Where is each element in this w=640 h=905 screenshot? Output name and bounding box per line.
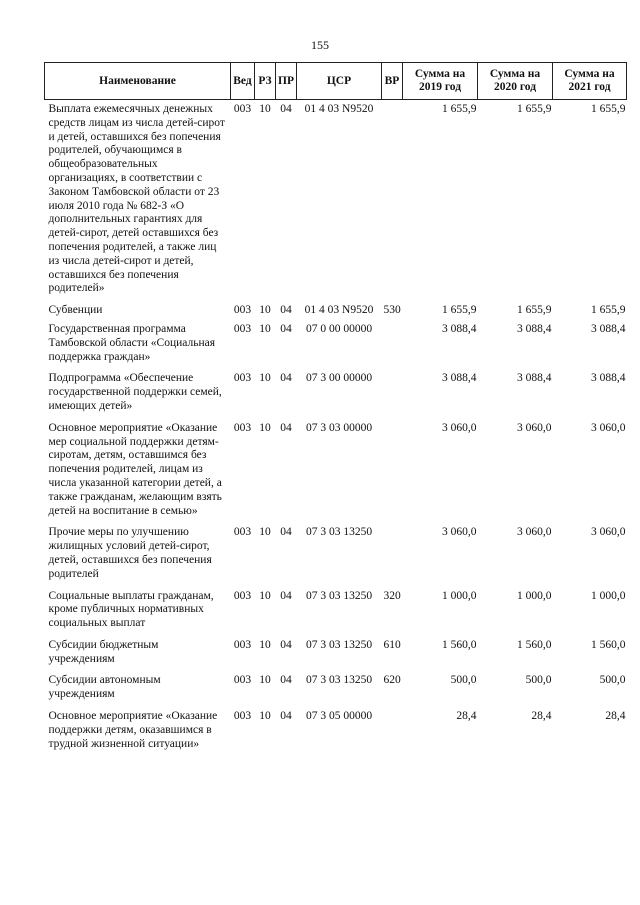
- header-csr: ЦСР: [297, 63, 382, 100]
- row-vr: [382, 100, 403, 299]
- table-row: [45, 668, 627, 704]
- row-rz: 10: [259, 674, 271, 687]
- row-vr: 320: [383, 589, 401, 602]
- row-pr: 04: [280, 589, 292, 602]
- row-vr: [382, 416, 403, 521]
- row-sum-2020: 28,4: [531, 710, 552, 723]
- row-name: Выплата ежемесячных денежных средств лицам из числа детей-сирот и детей, оставшихся без попечения родителей, обучающимся в общеобразовательных организациях, в соответствии с Законом Тамбовской области от 23 июля 2010 года № 682-З «О дополнительных гарантиях для детей-сирот, детей оставшихся без попечения родителей, а также лиц из числа детей-сирот и детей, оставшихся без попечения родителей»: [48, 103, 225, 295]
- row-ved: 003: [233, 372, 252, 385]
- row-csr: 07 3 03 13250: [305, 638, 373, 651]
- row-rz: 10: [259, 421, 271, 434]
- row-sum-2021: 1 655,9: [591, 103, 626, 115]
- row-sum-2021: 3 060,0: [591, 526, 626, 539]
- table-header: [45, 63, 627, 100]
- row-pr: 04: [280, 638, 292, 651]
- row-sum-2019: 500,0: [450, 674, 477, 687]
- row-name: Подпрограмма «Обеспечение государственной поддержки семей, имеющих детей»: [48, 372, 222, 412]
- row-sum-2020: 3 088,4: [517, 322, 552, 335]
- row-rz: 10: [259, 589, 271, 602]
- row-sum-2021: 3 088,4: [591, 372, 626, 385]
- row-sum-2020: 1 560,0: [517, 638, 552, 651]
- table-row: [45, 416, 627, 521]
- row-ved: 003: [233, 589, 252, 602]
- row-rz: 10: [259, 322, 271, 335]
- header-ved: Вед: [231, 63, 255, 100]
- row-vr: 610: [383, 638, 401, 651]
- row-sum-2020: 1 655,9: [517, 304, 552, 317]
- table-row: [45, 520, 627, 583]
- table-row: [45, 298, 627, 320]
- header-pr: ПР: [276, 63, 297, 100]
- table-row: [45, 704, 627, 753]
- row-sum-2019: 1 655,9: [442, 304, 477, 317]
- row-pr: 04: [280, 421, 292, 434]
- row-pr: 04: [280, 322, 292, 335]
- row-pr: 04: [280, 674, 292, 687]
- row-sum-2019: 3 060,0: [442, 526, 477, 539]
- row-sum-2020: 3 060,0: [517, 526, 552, 539]
- row-csr: 01 4 03 N9520: [304, 304, 374, 317]
- row-name: Основное мероприятие «Оказание поддержки детям, оказавшимся в трудной жизненной ситуации»: [48, 710, 218, 750]
- row-ved: 003: [233, 674, 252, 687]
- row-ved: 003: [233, 103, 252, 115]
- row-sum-2021: 1 655,9: [591, 304, 626, 317]
- row-sum-2020: 1 000,0: [517, 589, 552, 602]
- row-name: Субвенции: [48, 304, 103, 317]
- row-sum-2021: 28,4: [605, 710, 626, 723]
- row-sum-2021: 1 560,0: [591, 638, 626, 651]
- table-row: [45, 366, 627, 415]
- row-pr: 04: [280, 372, 292, 385]
- row-sum-2020: 3 060,0: [517, 421, 552, 434]
- row-sum-2019: 3 060,0: [442, 421, 477, 434]
- row-csr: 07 3 05 00000: [305, 710, 373, 723]
- table-row: [45, 100, 627, 299]
- row-csr: 07 3 03 13250: [305, 589, 373, 602]
- table-row: [45, 584, 627, 633]
- header-sum-2021: Сумма на 2021 год: [553, 63, 627, 100]
- row-rz: 10: [259, 638, 271, 651]
- row-rz: 10: [259, 710, 271, 723]
- row-sum-2019: 1 560,0: [442, 638, 477, 651]
- row-ved: 003: [233, 304, 252, 317]
- row-sum-2021: 3 060,0: [591, 421, 626, 434]
- row-csr: 07 3 00 00000: [305, 372, 373, 385]
- row-ved: 003: [233, 710, 252, 723]
- row-vr: [382, 520, 403, 583]
- row-pr: 04: [280, 710, 292, 723]
- header-rz: РЗ: [255, 63, 276, 100]
- row-ved: 003: [233, 526, 252, 539]
- row-vr: 620: [383, 674, 401, 687]
- header-name: Наименование: [45, 63, 231, 100]
- row-name: Субсидии автономным учреждениям: [48, 674, 161, 701]
- row-ved: 003: [233, 421, 252, 434]
- row-pr: 04: [280, 526, 292, 539]
- row-ved: 003: [233, 638, 252, 651]
- row-ved: 003: [233, 322, 252, 335]
- row-name: Социальные выплаты гражданам, кроме публичных нормативных социальных выплат: [48, 589, 214, 630]
- row-name: Государственная программа Тамбовской области «Социальная поддержка граждан»: [48, 322, 216, 363]
- row-vr: 530: [383, 304, 401, 317]
- budget-table: [44, 62, 627, 753]
- row-name: Основное мероприятие «Оказание мер социальной поддержки детям-сиротам, детям, оставшимся без попечения родителей, лицам из числа указанной категории детей, а также гражданам, желающим взять детей на воспитание в семью»: [48, 421, 222, 517]
- row-csr: 07 0 00 00000: [305, 322, 373, 335]
- row-sum-2020: 500,0: [525, 674, 552, 687]
- header-sum-2019: Сумма на 2019 год: [403, 63, 478, 100]
- row-sum-2019: 3 088,4: [442, 372, 477, 385]
- row-sum-2019: 28,4: [456, 710, 477, 723]
- header-sum-2020: Сумма на 2020 год: [478, 63, 553, 100]
- row-rz: 10: [259, 103, 271, 115]
- row-csr: 07 3 03 00000: [305, 421, 373, 434]
- row-sum-2021: 3 088,4: [591, 322, 626, 335]
- table-body: [45, 100, 627, 754]
- page-number: 155: [311, 38, 329, 52]
- row-rz: 10: [259, 304, 271, 317]
- row-csr: 07 3 03 13250: [305, 674, 373, 687]
- row-sum-2019: 3 088,4: [442, 322, 477, 335]
- row-sum-2019: 1 655,9: [442, 103, 477, 115]
- row-rz: 10: [259, 372, 271, 385]
- row-pr: 04: [280, 103, 292, 115]
- row-sum-2021: 1 000,0: [591, 589, 626, 602]
- row-sum-2020: 3 088,4: [517, 372, 552, 385]
- row-csr: 01 4 03 N9520: [304, 103, 374, 115]
- table-row: [45, 320, 627, 366]
- row-pr: 04: [280, 304, 292, 317]
- row-sum-2021: 500,0: [599, 674, 626, 687]
- row-name: Прочие меры по улучшению жилищных условий детей-сирот, детей, оставшихся без попечения родителей: [48, 526, 212, 580]
- table-row: [45, 633, 627, 669]
- row-sum-2019: 1 000,0: [442, 589, 477, 602]
- row-sum-2020: 1 655,9: [517, 103, 552, 115]
- row-name: Субсидии бюджетным учреждениям: [48, 638, 159, 665]
- header-vr: ВР: [382, 63, 403, 100]
- row-vr: [382, 320, 403, 366]
- row-vr: [382, 704, 403, 753]
- row-csr: 07 3 03 13250: [305, 526, 373, 539]
- row-vr: [382, 366, 403, 415]
- row-rz: 10: [259, 526, 271, 539]
